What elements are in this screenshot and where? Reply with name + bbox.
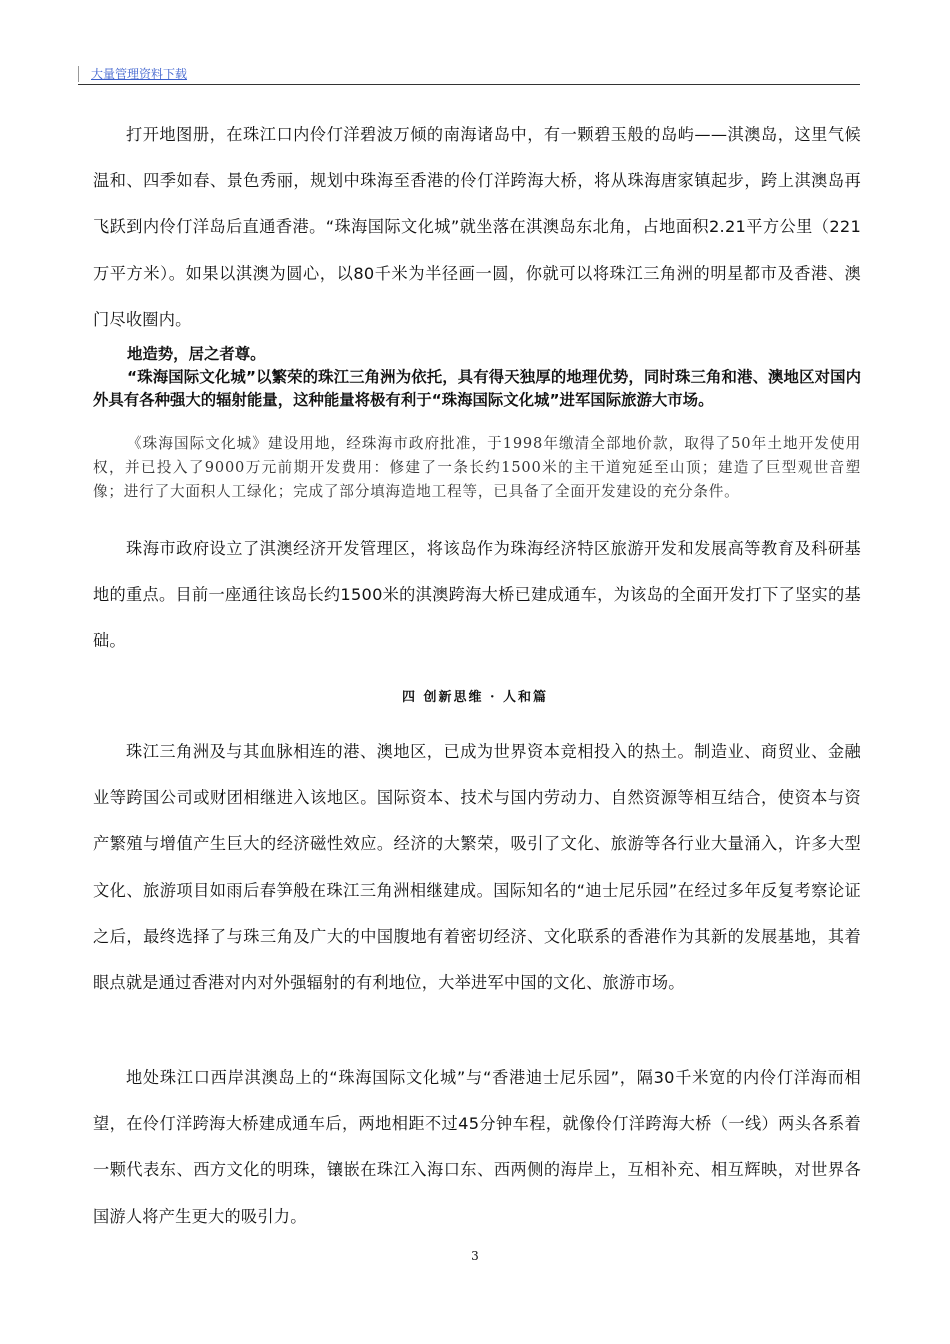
paragraph-development-zone: 珠海市政府设立了淇澳经济开发管理区，将该岛作为珠海经济特区旅游开发和发展高等教育及科研基地的重点。目前一座通往该岛长约1500米的淇澳跨海大桥已建成通车，为该岛的全面开发打下了坚实的基础。 xyxy=(93,539,861,651)
section-heading: 四 创新思维 · 人和篇 xyxy=(401,690,549,705)
page-header xyxy=(78,62,860,85)
paragraph-disneyland: 地处珠江口西岸淇澳岛上的“珠海国际文化城”与“香港迪士尼乐园”，隔30千米宽的内伶仃洋海而相望，在伶仃洋跨海大桥建成通车后，两地相距不过45分钟车程，就像伶仃洋跨海大桥（一线）两头各系着一颗代表东、西方文化的明珠，镶嵌在珠江入海口东、西两侧的海岸上，互相补充、相互辉映，对世界各国游人将产生更大的吸引力。 xyxy=(93,1068,861,1226)
paragraph-land-use: 《珠海国际文化城》建设用地，经珠海市政府批准，于1998年缴清全部地价款，取得了50年土地开发使用权，并已投入了9000万元前期开发费用：修建了一条长约1500米的主干道宛延至山顶；建造了巨型观世音塑像；进行了大面积人工绿化；完成了部分填海造地工程等，已具备了全面开发建设的充分条件。 xyxy=(93,435,861,500)
download-link[interactable]: 大量管理资料下载 xyxy=(91,67,188,81)
paragraph-slogan: 地造势，居之者尊。 xyxy=(127,345,266,363)
paragraph-pearl-river-delta: 珠江三角洲及与其血脉相连的港、澳地区，已成为世界资本竞相投入的热土。制造业、商贸业、金融业等跨国公司或财团相继进入该地区。国际资本、技术与国内劳动力、自然资源等相互结合，使资本与资产繁殖与增值产生巨大的经济磁性效应。经济的大繁荣，吸引了文化、旅游等各行业大量涌入，许多大型文化、旅游项目如雨后春笋般在珠江三角洲相继建成。国际知名的“迪士尼乐园”在经过多年反复考察论证之后，最终选择了与珠三角及广大的中国腹地有着密切经济、文化联系的香港作为其新的发展基地，其着眼点就是通过香港对内对外强辐射的有利地位，大举进军中国的文化、旅游市场。 xyxy=(93,742,861,993)
paragraph-qiao-island: 打开地图册，在珠江口内伶仃洋碧波万倾的南海诸岛中，有一颗碧玉般的岛屿——淇澳岛，这里气候温和、四季如春、景色秀丽，规划中珠海至香港的伶仃洋跨海大桥，将从珠海唐家镇起步，跨上淇澳岛再飞跃到内伶仃洋岛后直通香港。“珠海国际文化城”就坐落在淇澳岛东北角，占地面积2.21平方公里（221万平方米）。如果以淇澳为圆心，以80千米为半径画一圆，你就可以将珠江三角洲的明星都市及香港、澳门尽收圈内。 xyxy=(93,125,861,329)
paragraph-advantage: “珠海国际文化城”以繁荣的珠江三角洲为依托，具有得天独厚的地理优势，同时珠三角和港、澳地区对国内外具有各种强大的辐射能量，这种能量将极有利于“珠海国际文化城”进军国际旅游大市场。 xyxy=(93,368,861,409)
header-divider xyxy=(78,66,79,82)
page-number: 3 xyxy=(471,1249,479,1263)
